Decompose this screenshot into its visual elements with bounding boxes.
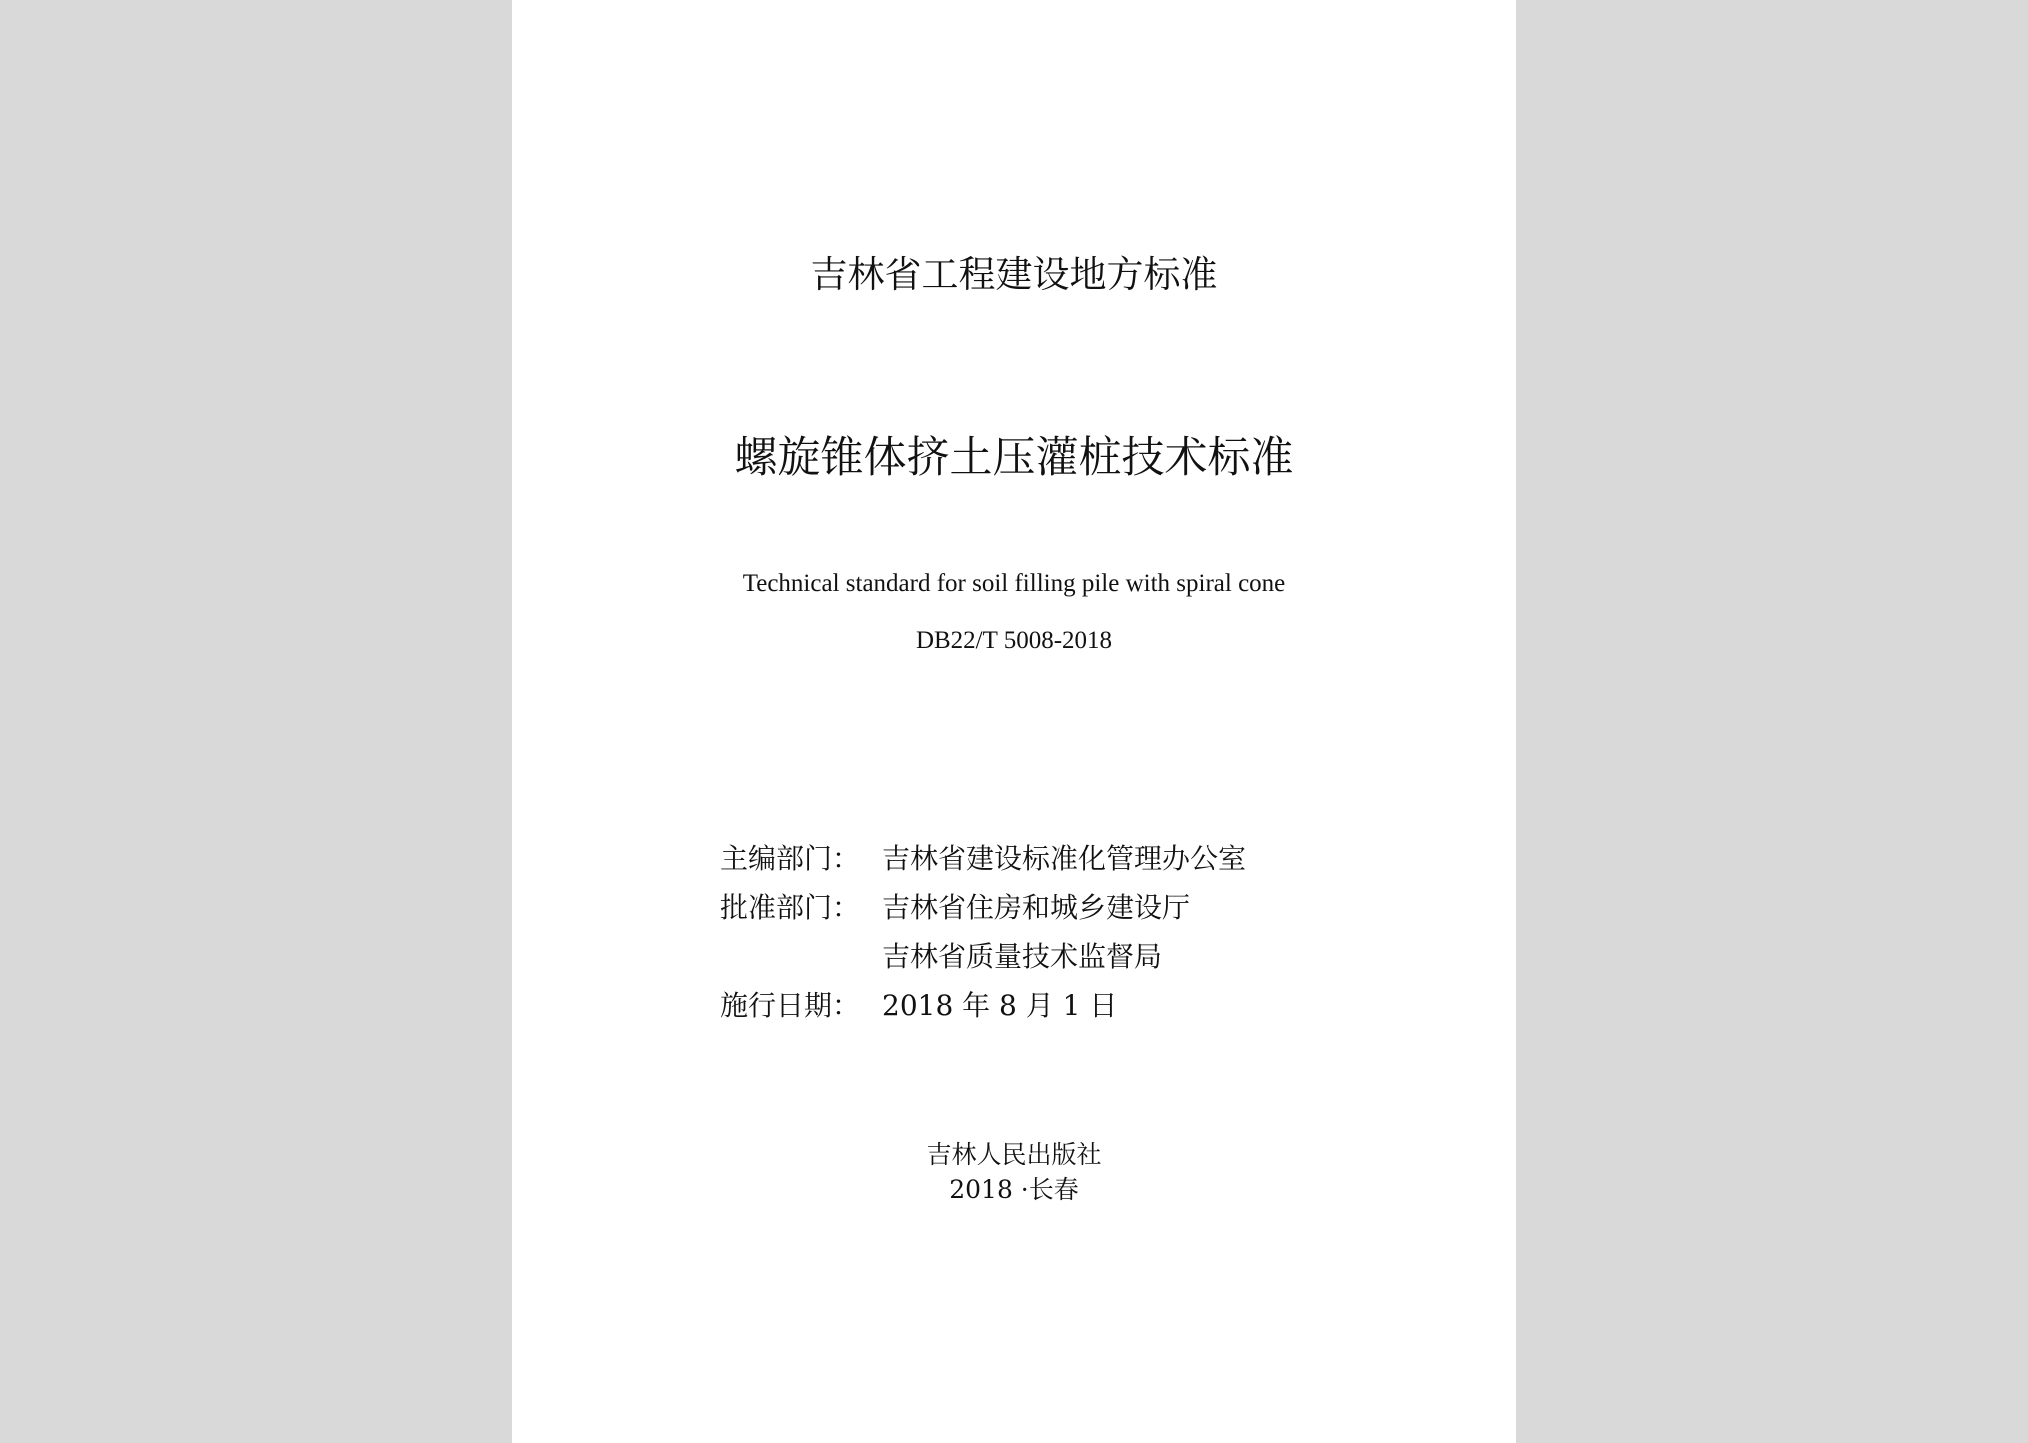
approver-value-1: 吉林省住房和城乡建设厅	[882, 890, 1191, 924]
approver-row-2	[720, 930, 1246, 979]
english-title: Technical standard for soil filling pile with spiral cone	[742, 570, 1286, 597]
series-title: 吉林省工程建设地方标准	[810, 253, 1218, 296]
approver-label: 批准部门：	[720, 890, 861, 924]
standard-code: DB22/T 5008-2018	[915, 627, 1113, 654]
approver-row	[720, 881, 1246, 930]
date-label: 施行日期：	[720, 988, 861, 1022]
date-value: 2018 年 8 月 1 日	[882, 988, 1118, 1022]
editor-label: 主编部门：	[720, 841, 861, 875]
approver-value-2: 吉林省质量技术监督局	[882, 939, 1163, 973]
chinese-title: 螺旋锥体挤土压灌桩技术标准	[734, 433, 1294, 483]
publisher-name: 吉林人民出版社	[926, 1140, 1102, 1169]
editor-row	[720, 832, 1246, 881]
editor-value: 吉林省建设标准化管理办公室	[882, 841, 1247, 875]
document-page	[512, 0, 1516, 1443]
info-block	[720, 832, 1246, 1028]
date-row	[720, 979, 1246, 1028]
publisher-year-city: 2018 ·长春	[949, 1175, 1079, 1204]
